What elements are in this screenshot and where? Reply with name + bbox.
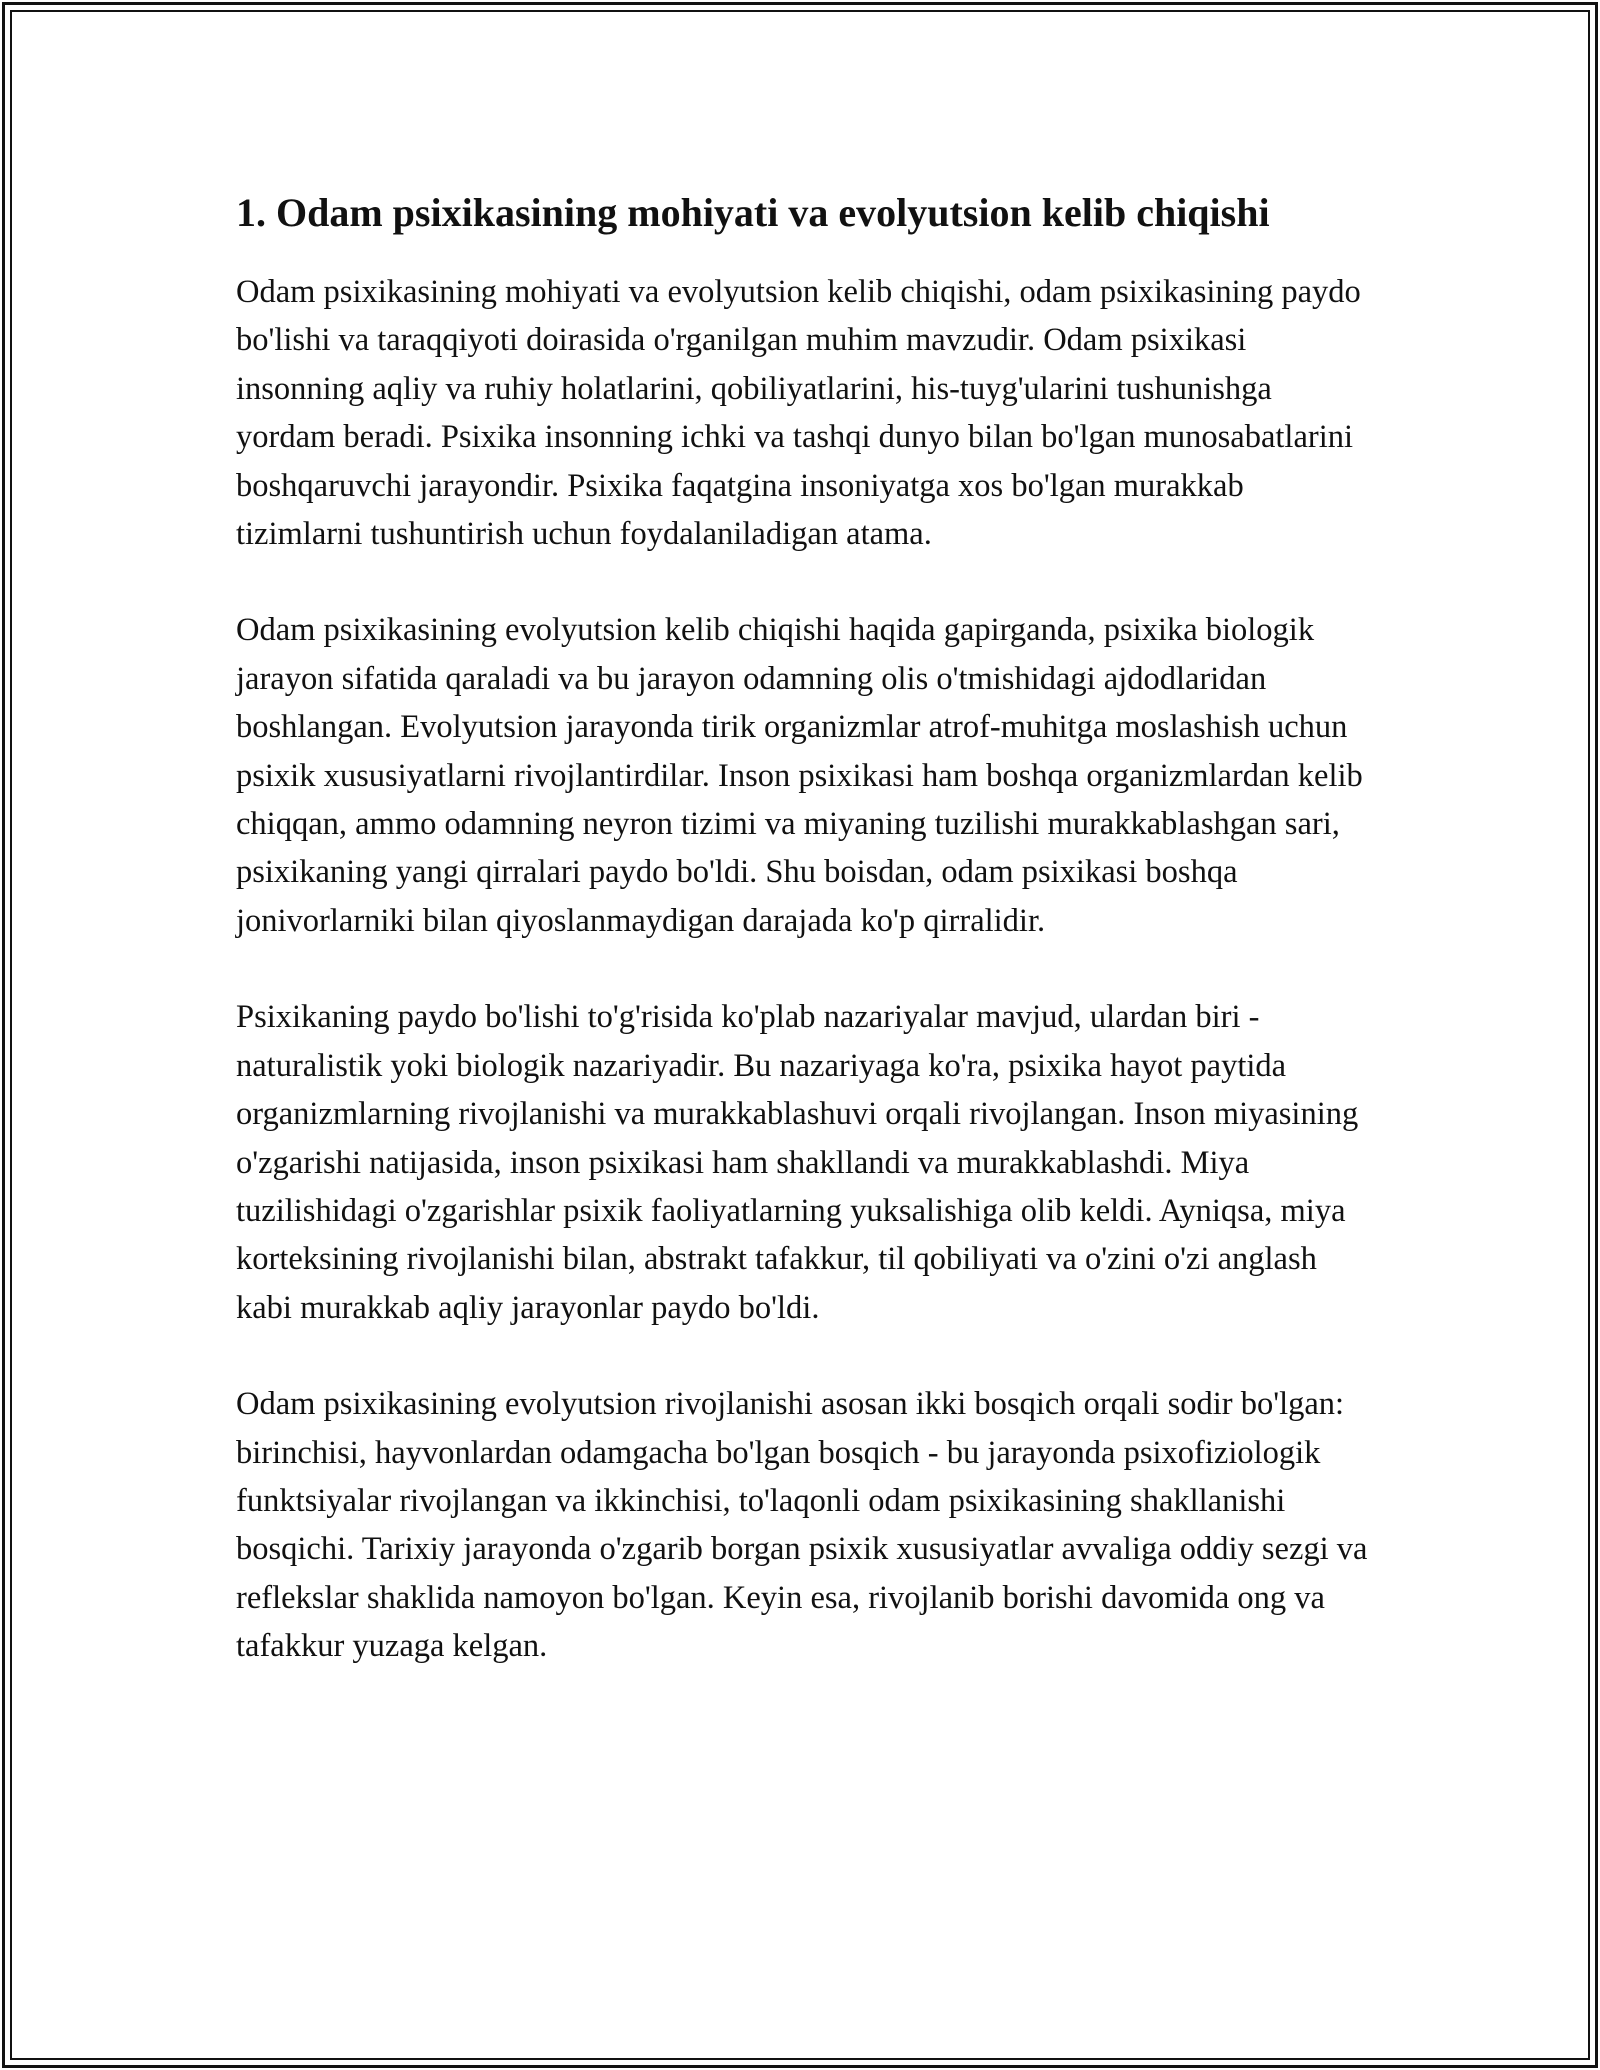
section-heading: 1. Odam psixikasining mohiyati va evolyutsion kelib chiqishi	[236, 190, 1270, 235]
paragraph-2: Odam psixikasining evolyutsion kelib chiqishi haqida gapirganda, psixika biologik jarayon sifatida qaraladi va bu jarayon odamning olis o'tmishidagi ajdodlaridan boshlangan. Evolyutsion jarayonda tirik organizmlar atrof-muhitga moslashish uchun psixik xususiyatlarni rivojlantirdilar. Inson psixikasi ham boshqa organizmlardan kelib chiqqan, ammo odamning neyron tizimi va miyaning tuzilishi murakkablashgan sari, psixikaning yangi qirralari paydo bo'ldi. Shu boisdan, odam psixikasi boshqa jonivorlarniki bilan qiyoslanmaydigan darajada ko'p qirralidir.	[236, 612, 1363, 939]
paragraph-1: Odam psixikasining mohiyati va evolyutsion kelib chiqishi, odam psixikasining paydo bo'lishi va taraqqiyoti doirasida o'rganilgan muhim mavzudir. Odam psixikasi insonning aqliy va ruhiy holatlarini, qobiliyatlarini, his-tuyg'ularini tushunishga yordam beradi. Psixika insonning ichki va tashqi dunyo bilan bo'lgan munosabatlarini boshqaruvchi jarayondir. Psixika faqatgina insoniyatga xos bo'lgan murakkab tizimlarni tushuntirish uchun foydalaniladigan atama.	[236, 274, 1361, 553]
paragraph-3: Psixikaning paydo bo'lishi to'g'risida ko'plab nazariyalar mavjud, ulardan biri - naturalistik yoki biologik nazariyadir. Bu nazariyaga ko'ra, psixika hayot paytida organizmlarning rivojlanishi va murakkablashuvi orqali rivojlangan. Inson miyasining o'zgarishi natijasida, inson psixikasi ham shakllandi va murakkablashdi. Miya tuzilishidagi o'zgarishlar psixik faoliyatlarning yuksalishiga olib keldi. Ayniqsa, miya korteksining rivojlanishi bilan, abstrakt tafakkur, til qobiliyati va o'zini o'zi anglash kabi murakkab aqliy jarayonlar paydo bo'ldi.	[236, 999, 1359, 1326]
paragraph-4: Odam psixikasining evolyutsion rivojlanishi asosan ikki bosqich orqali sodir bo'lgan: birinchisi, hayvonlardan odamgacha bo'lgan bosqich - bu jarayonda psixofiziologik funktsiyalar rivojlangan va ikkinchisi, to'laqonli odam psixikasining shakllanishi bosqichi. Tarixiy jarayonda o'zgarib borgan psixik xususiyatlar avvaliga oddiy sezgi va reflekslar shaklida namoyon bo'lgan. Keyin esa, rivojlanib borishi davomida ong va tafakkur yuzaga kelgan.	[236, 1386, 1368, 1665]
document-body	[236, 186, 1371, 1719]
